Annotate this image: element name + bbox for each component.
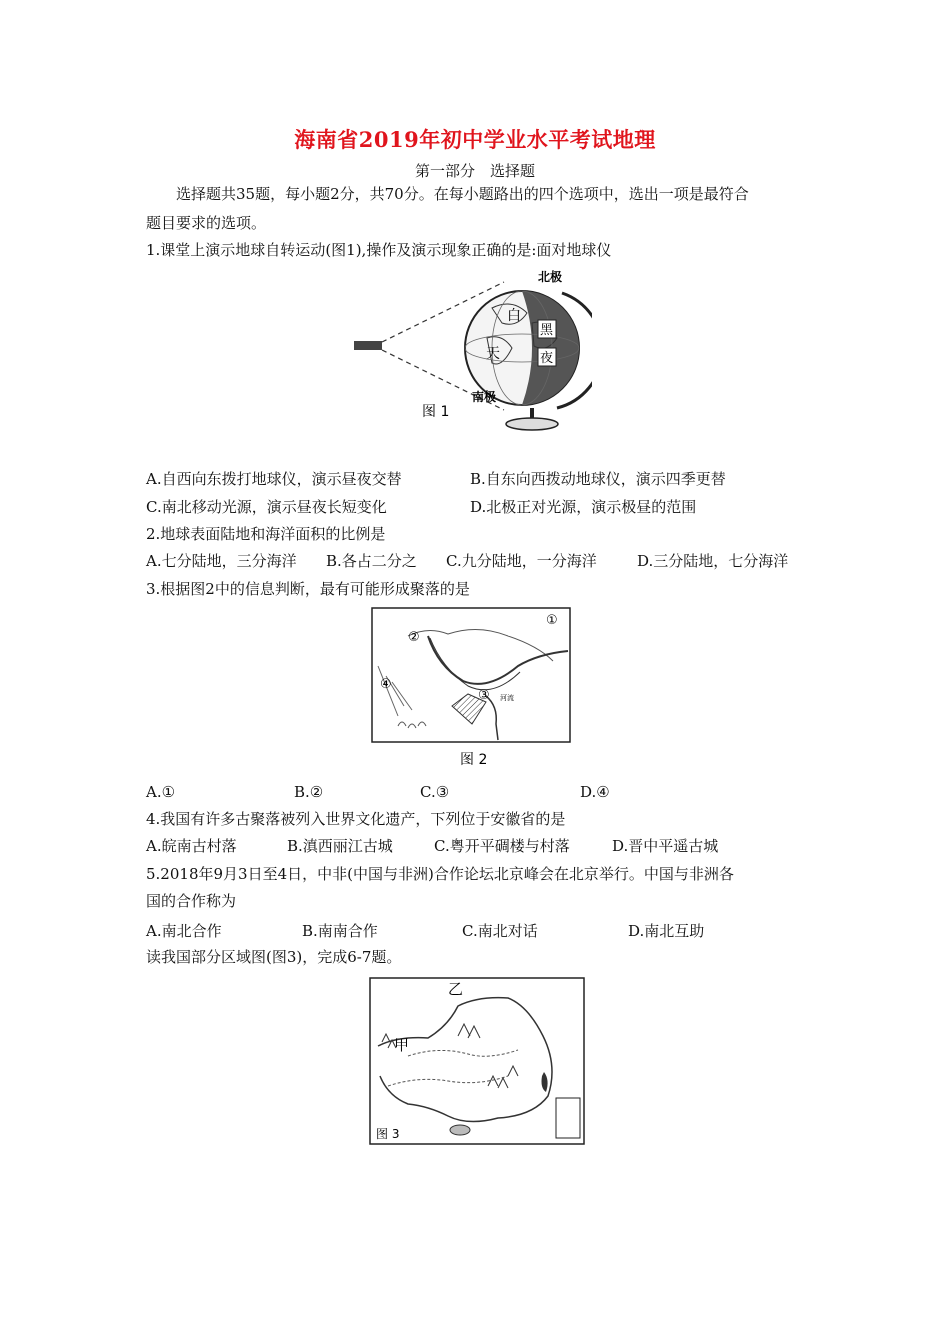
q4-option-c: C.粤开平碉楼与村落 [434,837,570,855]
q5-option-c: C.南北对话 [462,922,538,940]
q4-option-d: D.晋中平遥古城 [612,837,719,855]
label-day-1: 白 [507,308,521,324]
q5-stem-line-1: 5.2018年9月3日至4日，中非(中国与非洲)合作论坛北京峰会在北京举行。中国与非洲各 [146,865,734,883]
page-title: 海南省2019年初中学业水平考试地理 [294,127,656,152]
label-yi: 乙 [448,980,464,998]
intro-line-2: 题目要求的选项。 [146,214,267,232]
q1-stem: 1.课堂上演示地球自转运动(图1),操作及演示现象正确的是:面对地球仪 [146,241,612,259]
q5-option-a: A.南北合作 [146,922,222,940]
q3-option-a: A.① [146,783,176,801]
q3-option-d: D.④ [580,783,610,801]
q5-option-b: B.南南合作 [302,922,378,940]
figure-2-caption: 图 2 [460,752,488,768]
figure-1-caption: 图 1 [422,404,450,420]
globe-stand [506,418,558,430]
q5-stem-line-2: 国的合作称为 [146,892,237,910]
label-night-1: 黑 [540,323,554,338]
river-label: 河流 [500,694,514,702]
marker-2: ② [408,630,420,645]
inset-map [556,1098,580,1138]
section-title: 第一部分 选择题 [414,162,535,180]
q2-option-b: B.各占二分之 [326,552,417,570]
label-night-2: 夜 [540,351,554,366]
q2-stem: 2.地球表面陆地和海洋面积的比例是 [146,525,386,543]
q4-option-a: A.皖南古村落 [146,837,237,855]
q3-option-b: B.② [294,783,324,801]
label-day-2: 天 [486,346,500,362]
q3-stem: 3.根据图2中的信息判断，最有可能形成聚落的是 [146,580,470,598]
label-north-pole: 北极 [538,270,563,284]
figure-3-caption: 图 3 [376,1127,400,1141]
figure-2-map [368,606,574,772]
q5-option-d: D.南北互助 [628,922,705,940]
hainan-island [450,1125,470,1135]
q2-option-d: D.三分陆地，七分海洋 [637,552,789,570]
q2-option-c: C.九分陆地，一分海洋 [446,552,597,570]
marker-1: ① [546,613,558,628]
q1-option-a: A.自西向东拨打地球仪，演示昼夜交替 [146,470,402,488]
q4-option-b: B.滇西丽江古城 [287,837,393,855]
q2-option-a: A.七分陆地，三分海洋 [146,552,297,570]
intro-line-1: 选择题共35题，每小题2分，共70分。在每小题路出的四个选项中，选出一项是最符合 [176,185,749,203]
q4-stem: 4.我国有许多古聚落被列入世界文化遗产，下列位于安徽省的是 [146,810,566,828]
figure-1-globe [352,268,592,440]
label-jia: 甲 [394,1036,410,1054]
light-source [354,341,382,350]
q1-option-d: D.北极正对光源，演示极昼的范围 [470,498,697,516]
q1-option-b: B.自东向西拨动地球仪，演示四季更替 [470,470,726,488]
q6-7-intro: 读我国部分区域图(图3)，完成6-7题。 [146,948,402,966]
label-south-pole: 南极 [472,390,497,404]
marker-3: ③ [478,688,490,703]
marker-4: ④ [380,677,392,692]
q3-option-c: C.③ [420,783,450,801]
q1-option-c: C.南北移动光源，演示昼夜长短变化 [146,498,387,516]
figure-3-map [368,976,586,1146]
